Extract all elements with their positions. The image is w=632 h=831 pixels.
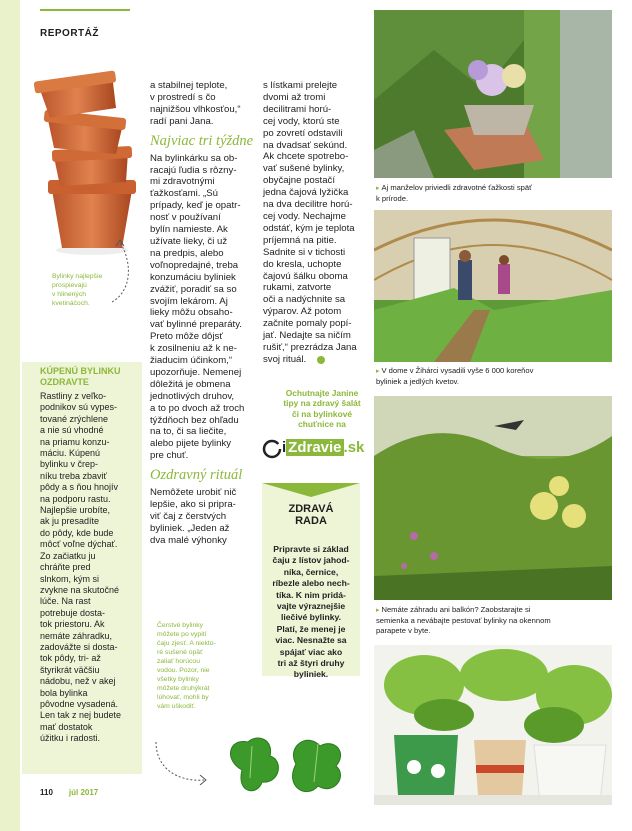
end-mark-icon <box>317 356 325 364</box>
logo-circle-icon <box>262 439 282 459</box>
photo-greenhouse <box>374 210 612 362</box>
caption-triangle-icon: ▸ <box>376 368 382 375</box>
section-rule <box>40 9 130 11</box>
article-column-2 <box>263 80 375 366</box>
photo2-caption: ▸ V dome v Žihárci vysadili vyše 6 000 koreňov byliniek a jedlých kvetov. <box>376 366 534 386</box>
subheading-najviac: Najviac tri týždne <box>150 132 254 149</box>
advice-box-text: Pripravte si základ čaju z lístov jahod- níka, černice, ríbezle alebo nech- tíka. K nim pridá- vajte výraznejšie liečivé bylinky. Platí, že menej je viac. Nesnažte sa spájať viac ako tri až štyri druhy byliniek. <box>272 544 350 680</box>
section-label: REPORTÁŽ <box>40 28 99 39</box>
page-number: 110 <box>40 788 53 797</box>
photo-herb-pots-window <box>374 645 612 805</box>
subheading-ozdravny: Ozdravný rituál <box>150 467 243 484</box>
pots-caption: Bylinky najlepšie prospievajú v hlinených kvetináčoch. <box>52 273 103 307</box>
issue-date: júl 2017 <box>68 788 99 797</box>
pots-caption-arrow <box>108 236 138 306</box>
advice-box-chevron <box>262 483 360 497</box>
page-footer <box>40 788 98 797</box>
clay-pots-image <box>30 62 140 257</box>
tip-box-text: Rastliny z veľko- podnikov sú vypes- tované zrýchlene a nie sú vhodné na priamu konzu- máciu. Kúpenú bylinku v črep- níku treba zbaviť pôdy a s ňou hnojív na podporu rastu. Najlepšie urobíte, ak ju presadíte do pôdy, kde bude môcť voľne dýchať. Zo začiatku ju chráňte pred slnkom, kým si zvykne na skutočné lúče. Na rast potrebuje dosta- tok priestoru. Ak nemáte záhradku, zadovážte si dosta- tok pôdy, tri- až štyrikrát väčšiu nádobu, než v akej bola bylinka pôvodne vysadená. Len tak z nej budete mať dostatok úžitku i radosti. <box>40 391 122 744</box>
strawberry-leaves-image <box>222 730 354 802</box>
left-color-band <box>0 0 20 831</box>
photo-herb-basket <box>374 10 612 178</box>
column1-paragraph-2: Nemôžete urobiť nič lepšie, ako si pripra- viť čaj z čerstvých byliniek. „Jeden až dva malé výhonky <box>150 487 237 546</box>
caption-triangle-icon: ▸ <box>376 185 382 192</box>
strawberry-caption: Čerstvé bylinky môžete po vypití čaju zjesť. A niekto- ré sušené opäť zaliať horúcou vodou. Pozor, nie všetky bylinky môžete druhýkrát lúhovať, mohli by vám uškodiť. <box>157 622 216 710</box>
article-column-1 <box>150 80 260 547</box>
izdravie-logo[interactable] <box>262 438 364 460</box>
logo-name: Zdravie <box>288 439 342 456</box>
column1-lead: a stabilnej teplote, v prostredí s čo najnižšou vlhkosťou,“ radí pani Jana. <box>150 80 241 127</box>
advice-box-title: ZDRAVÁ RADA <box>288 503 334 527</box>
logo-tld: .sk <box>343 439 365 456</box>
strawberry-caption-arrow <box>150 740 210 790</box>
photo3-caption: ▸ Nemáte záhradu ani balkón? Zaobstarajte si semienka a nevábajte pestovať bylinky na okennom parapete v byte. <box>376 605 551 635</box>
photo-herb-garden <box>374 396 612 600</box>
photo1-caption: ▸ Aj manželov priviedli zdravotné ťažkosti späť k prírode. <box>376 183 532 203</box>
tip-box-title: KÚPENÚ BYLINKU OZDRAVTE <box>40 366 121 387</box>
caption-triangle-icon: ▸ <box>376 607 382 614</box>
logo-prefix: i <box>282 439 287 456</box>
column1-paragraph-1: Na bylinkárku sa ob- racajú ľudia s rôzny- mi zdravotnými ťažkosťami. „Sú prípady, keď je opatr- nosť v používaní bylín namieste. Ak užívate lieky, či už na predpis, alebo voľnopredajné, treba konzumáciu byliniek zvážiť, poradiť sa so svojím lekárom. Aj lieky môžu obsaho- vať bylinné preparáty. Preto môže dôjsť k zosilneniu až k ne- žiaducim účinkom,“ upozorňuje. Nemenej dôležitá je obmena jednotlivých druhov, a to po dvoch až troch týždňoch bez ohľadu na to, či sa liečite, alebo pijete bylinky pre chuť. <box>150 152 245 462</box>
promo-text: Ochutnajte Janine tipy na zdravý šalát či na bylinkové chuťnice na <box>283 388 361 429</box>
column2-paragraph: s lístkami prelejte dvomi až tromi decilitrami horú- cej vody, ktorú ste po zovretí odstavili na dvadsať sekúnd. Ak chcete spotrebo- vať sušené bylinky, obyčajne postačí jedna čajová lyžička na dva decilitre horú- cej vody. Nechajme odstáť, kým je teplota príjemná na pitie. Sadnite si v tichosti do kresla, uchopte čajovú šálku oboma rukami, zatvorte oči a nadýchnite sa výparov. Až potom začnite pomaly popí- jať. Nedajte sa ničím rušiť,“ prezrádza Jana svoj rituál. <box>263 80 357 365</box>
